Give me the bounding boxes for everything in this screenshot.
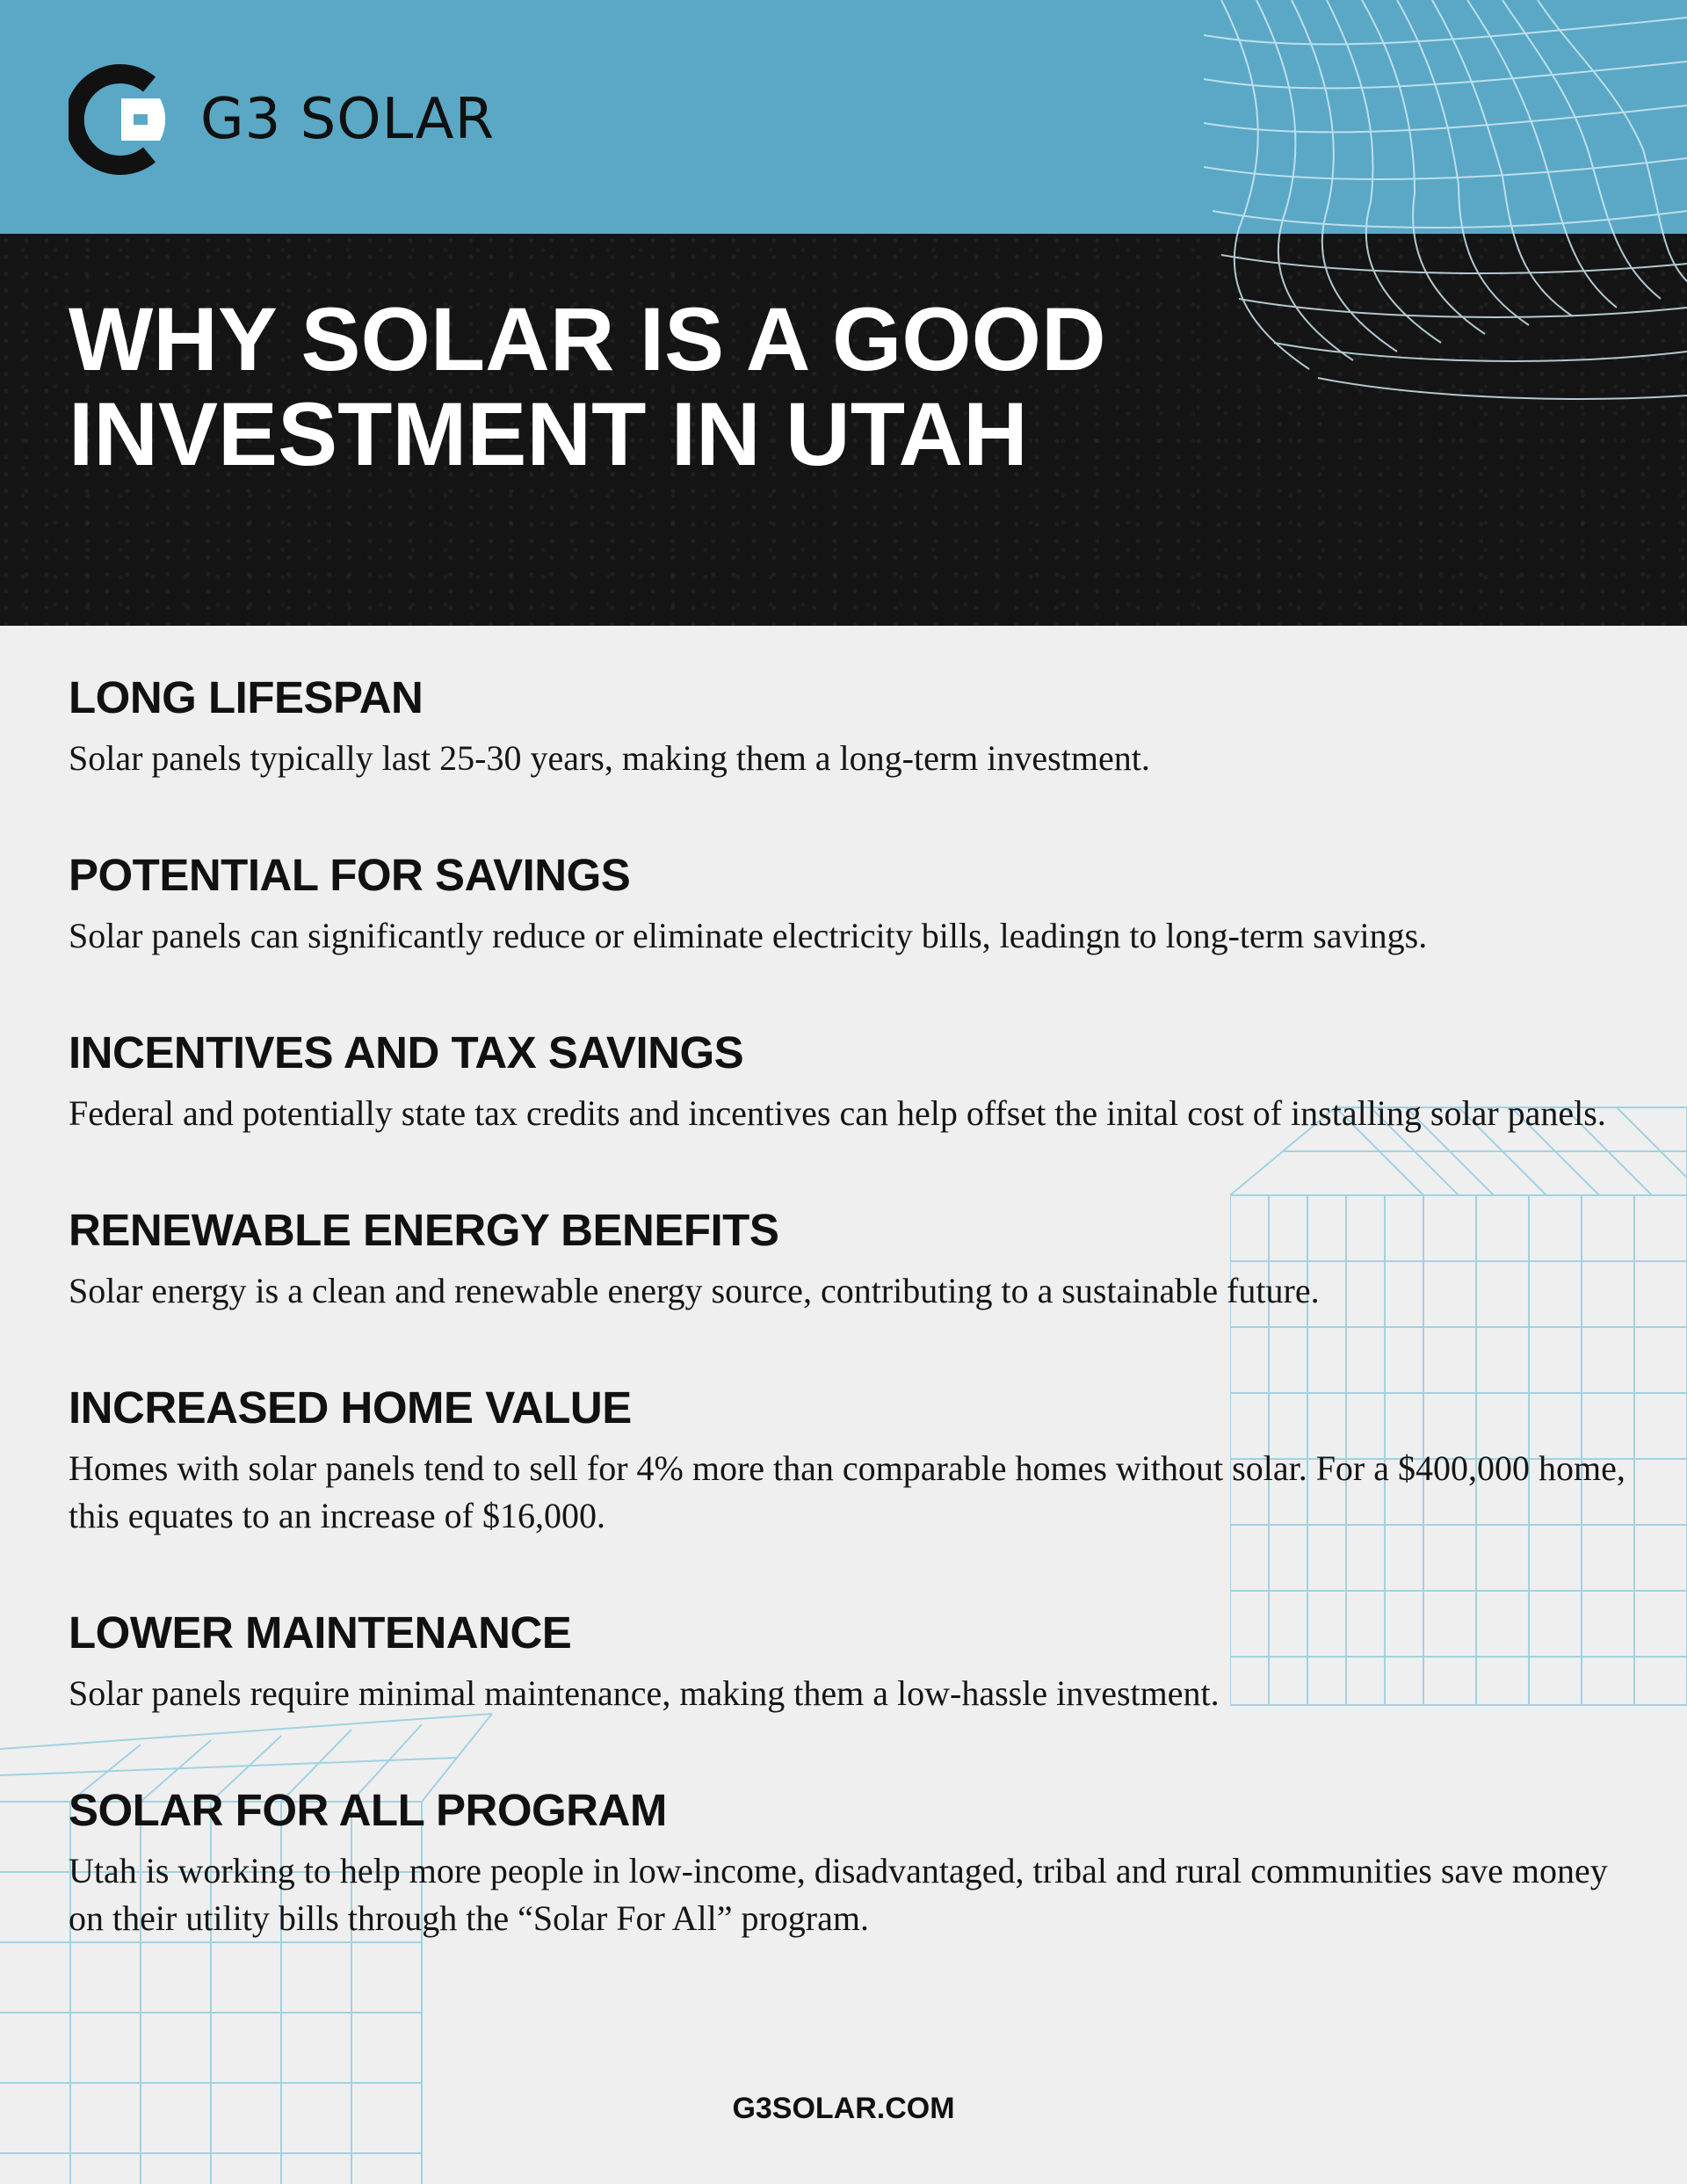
header-band (0, 0, 1687, 234)
brand-logo[interactable] (69, 63, 495, 176)
section-heading: SOLAR FOR ALL PROGRAM (69, 1785, 667, 1835)
section-heading: INCENTIVES AND TAX SAVINGS (69, 1027, 744, 1077)
section-heading: LOWER MAINTENANCE (69, 1607, 572, 1658)
section-body: Solar energy is a clean and renewable energy source, contributing to a sustainable future. (69, 1271, 1320, 1310)
section-body: Solar panels require minimal maintenance, making them a low-hassle investment. (69, 1673, 1220, 1713)
section-body: Solar panels can significantly reduce or eliminate electricity bills, leadingn to long-term savings. (69, 916, 1428, 955)
benefit-section-savings (69, 849, 1633, 960)
hero-banner (0, 234, 1687, 626)
benefit-section-home-value (69, 1382, 1633, 1540)
benefit-section-maintenance (69, 1607, 1633, 1717)
section-heading: POTENTIAL FOR SAVINGS (69, 850, 631, 900)
benefit-section-lifespan (69, 671, 1633, 782)
section-heading: INCREASED HOME VALUE (69, 1382, 632, 1433)
section-heading: RENEWABLE ENERGY BENEFITS (69, 1205, 779, 1255)
section-heading: LONG LIFESPAN (69, 672, 424, 722)
benefit-section-incentives (69, 1027, 1633, 1137)
g3-logo-icon (69, 63, 176, 176)
brand-name: G3 SOLAR (200, 87, 496, 152)
section-body: Federal and potentially state tax credits and incentives can help offset the inital cost of installing solar panels. (69, 1093, 1606, 1133)
section-body: Solar panels typically last 25-30 years, making them a long-term investment. (69, 738, 1150, 778)
page-title: WHY SOLAR IS A GOOD INVESTMENT IN UTAH (69, 289, 1106, 484)
benefits-list (69, 671, 1633, 1942)
website-link[interactable]: G3SOLAR.COM (732, 2092, 955, 2125)
benefit-section-solar-for-all (69, 1784, 1633, 1942)
benefit-section-renewable (69, 1204, 1633, 1315)
section-body: Utah is working to help more people in low-income, disadvantaged, tribal and rural communities save money on their utility bills through the “Solar For All” program. (69, 1851, 1608, 1938)
section-body: Homes with solar panels tend to sell for 4% more than comparable homes without solar. For a $400,000 home, this equates to an increase of $16,000. (69, 1448, 1625, 1535)
